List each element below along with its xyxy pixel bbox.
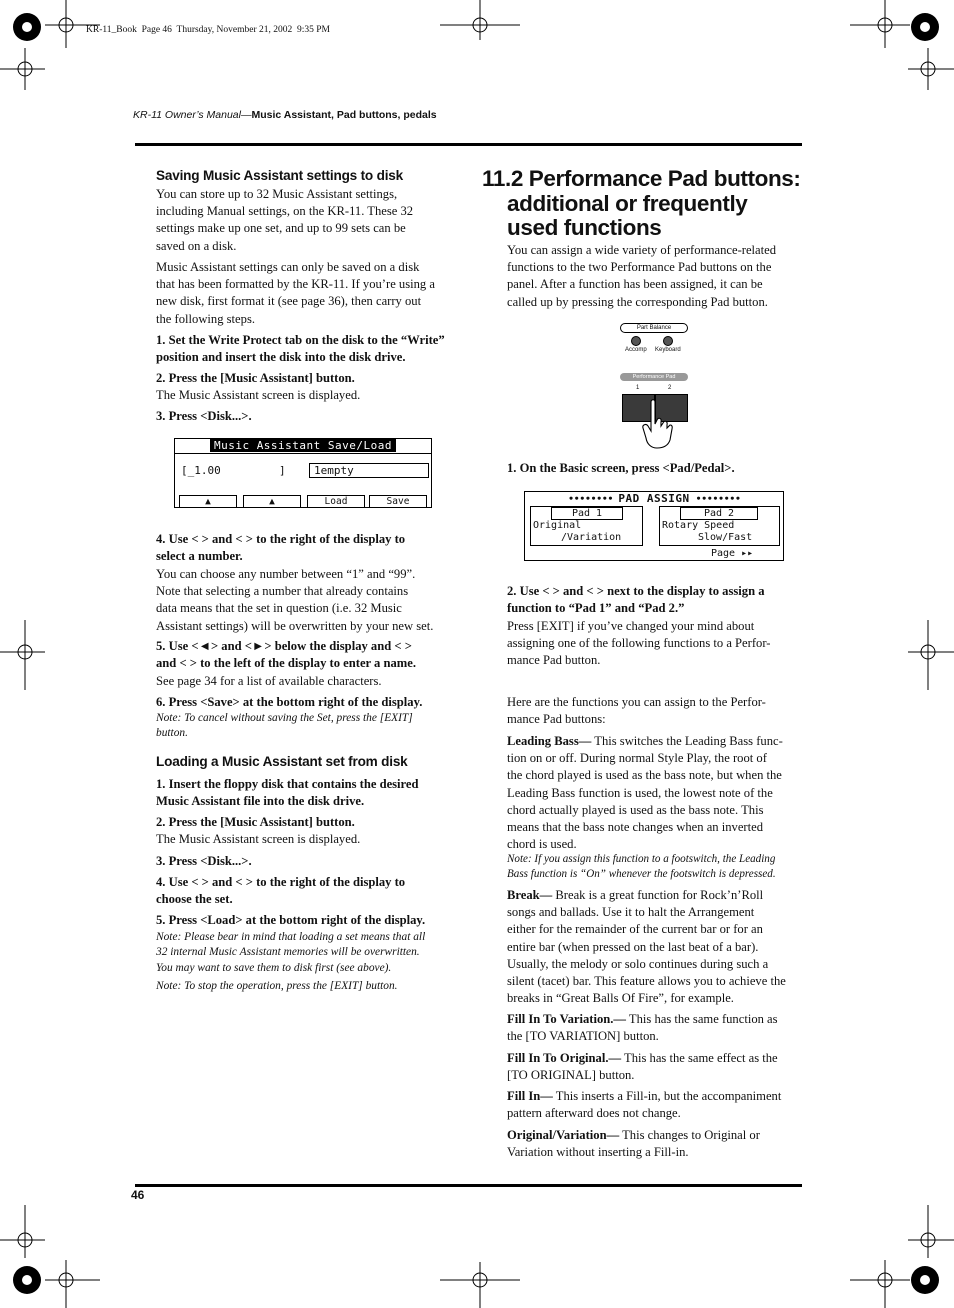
save-step-6: 6. Press <Save> at the bottom right of the display.	[156, 695, 423, 709]
top-rule	[135, 143, 802, 146]
softkey-right-arrow[interactable]: ▲	[243, 495, 301, 507]
load-step-1: 1. Insert the floppy disk that contains the desired Music Assistant file into the disk drive.	[156, 777, 419, 809]
set-bracket: ]	[279, 464, 286, 477]
fill-in-to-variation-entry: Fill In To Variation.— This has the same function as the [TO VARIATION] button.	[507, 1012, 778, 1044]
save-step-4: 4. Use < > and < > to the right of the display to select a number.	[156, 532, 406, 564]
save-note: Note: To cancel without saving the Set, press the [EXIT] button.	[156, 712, 413, 740]
softkey-row	[175, 495, 431, 507]
pad-step-1: 1. On the Basic screen, press <Pad/Pedal>.	[507, 461, 735, 475]
load-step-2: 2. Press the [Music Assistant] button. The Music Assistant screen is displayed.	[156, 815, 361, 847]
running-header	[133, 109, 437, 121]
section-title: 11.2 Performance Pad buttons: additional or frequently used functions	[482, 166, 801, 240]
pad-1-label: Pad 1	[551, 507, 623, 520]
leading-bass-note: Note: If you assign this function to a footswitch, the Leading Bass function is “On” whenever the footswitch is depressed.	[507, 853, 776, 881]
manual-name: KR-11 Owner’s Manual—	[133, 109, 252, 121]
fill-in-to-original-entry: Fill In To Original.— This has the same effect as the [TO ORIGINAL] button.	[507, 1051, 778, 1083]
save-para-2: Music Assistant settings can only be saved on a disk that has been formatted by the KR-11. If you’re using a new disk, first format it (see page 36), then carry out the following steps.	[156, 260, 435, 326]
save-load-screen	[174, 438, 432, 508]
panel-illustration	[615, 320, 695, 450]
load-step-5: 5. Press <Load> at the bottom right of the display.	[156, 913, 426, 927]
pad-1-box	[530, 506, 643, 546]
save-step-5: 5. Use <◄> and <►> below the display and < > and < > to the left of the display to enter a name.	[156, 639, 417, 671]
save-para-1: You can store up to 32 Music Assistant settings, including Manual settings, on the KR-11. These 32 settings make up one set, and up to 99 sets can be saved on a disk.	[156, 187, 414, 253]
pad-assign-screen	[524, 491, 784, 561]
pad-1-number: 1	[636, 385, 640, 391]
set-number: [_1.00	[181, 464, 221, 477]
load-step-3: 3. Press <Disk...>.	[156, 854, 252, 868]
leading-bass-entry: Leading Bass— This switches the Leading Bass func- tion on or off. During normal Style Play, the root of the chord played is used as the bass note, but when the Leading Bass function is used, the lowest note of the chord actually played is used as the bass note. This means that the bass note changes when an inverted chord is used.	[507, 734, 783, 852]
load-note-1: Note: Please bear in mind that loading a set means that all 32 internal Music Assistant memories will be overwritten. You may want to save them to disk first (see above).	[156, 931, 426, 974]
set-name-field: 1empty	[309, 463, 429, 478]
slug-line: KR-11_Book Page 46 Thursday, November 21, 2002 9:35 PM	[86, 25, 330, 35]
load-note-2: Note: To stop the operation, press the [EXIT] button.	[156, 980, 398, 992]
load-step-4: 4. Use < > and < > to the right of the display to choose the set.	[156, 875, 406, 907]
softkey-left-arrow[interactable]: ▲	[179, 495, 237, 507]
intro-para: You can assign a wide variety of performance-related functions to the two Performance Pad buttons on the panel. After a function has been assigned, it can be called up by pressing the corresponding Pad button.	[507, 243, 777, 309]
save-heading: Saving Music Assistant settings to disk	[156, 168, 404, 183]
accomp-led	[631, 336, 641, 346]
break-entry: Break— Break is a great function for Rock’n’Roll songs and ballads. Use it to halt the Arrangement either for the remainder of the current bar or for an entire bar (when pressed on the last beat of a bar). Usually, the melody or solo continues during such a silent (tacet) bar. This feature allows you to achieve the breaks in “Great Balls Of Fire”, for example.	[507, 888, 786, 1006]
pad-2-label: Pad 2	[680, 507, 758, 520]
pad-1-function-a: Original	[533, 520, 582, 531]
pad-1-function-b: /Variation	[561, 532, 622, 543]
accomp-label: Accomp	[625, 347, 647, 353]
section-name: Music Assistant, Pad buttons, pedals	[251, 109, 437, 121]
softkey-save[interactable]: Save	[369, 495, 427, 507]
original-variation-entry: Original/Variation— This changes to Original or Variation without inserting a Fill-in.	[507, 1128, 760, 1160]
softkey-load[interactable]: Load	[307, 495, 365, 507]
pad-step-2-detail: Press [EXIT] if you’ve changed your mind about assigning one of the following functions to a Perfor- mance Pad button.	[507, 619, 771, 668]
pad-2-box	[659, 506, 780, 546]
pad-2-number: 2	[668, 385, 672, 391]
save-step-1: 1. Set the Write Protect tab on the disk to the “Write” position and insert the disk into the disk drive.	[156, 333, 445, 365]
keyboard-label: Keyboard	[655, 347, 681, 353]
pad-2-function-b: Slow/Fast	[698, 532, 753, 543]
load-heading: Loading a Music Assistant set from disk	[156, 754, 408, 769]
performance-pad-label: Performance Pad	[620, 373, 688, 381]
pressing-hand-icon	[639, 398, 675, 450]
page-number: 46	[131, 1188, 145, 1202]
fill-in-entry: Fill In— This inserts a Fill-in, but the accompaniment pattern afterward does not change.	[507, 1089, 782, 1121]
part-balance-label: Part Balance	[620, 323, 688, 333]
save-step-2: 2. Press the [Music Assistant] button. The Music Assistant screen is displayed.	[156, 371, 361, 403]
save-step-3: 3. Press <Disk...>.	[156, 409, 252, 423]
function-list-intro: Here are the functions you can assign to the Perfor- mance Pad buttons:	[507, 695, 766, 727]
page-softkey[interactable]: Page ▸▸	[711, 548, 754, 559]
keyboard-led	[663, 336, 673, 346]
pad-step-2: 2. Use < > and < > next to the display to assign a function to “Pad 1” and “Pad 2.”	[507, 584, 765, 616]
save-step-4-detail: You can choose any number between “1” and “99”. Note that selecting a number that already contains data means that the set in question (i.e. 32 Music Assistant settings) will be overwritten by your new set.	[156, 567, 434, 633]
pad-assign-title: ∙∙∙∙∙∙∙∙ PAD ASSIGN ∙∙∙∙∙∙∙∙	[567, 492, 741, 505]
screen-title: Music Assistant Save/Load	[175, 439, 431, 454]
save-step-5-detail: See page 34 for a list of available characters.	[156, 674, 382, 688]
pad-2-function-a: Rotary Speed	[662, 520, 735, 531]
bottom-rule	[135, 1184, 802, 1187]
